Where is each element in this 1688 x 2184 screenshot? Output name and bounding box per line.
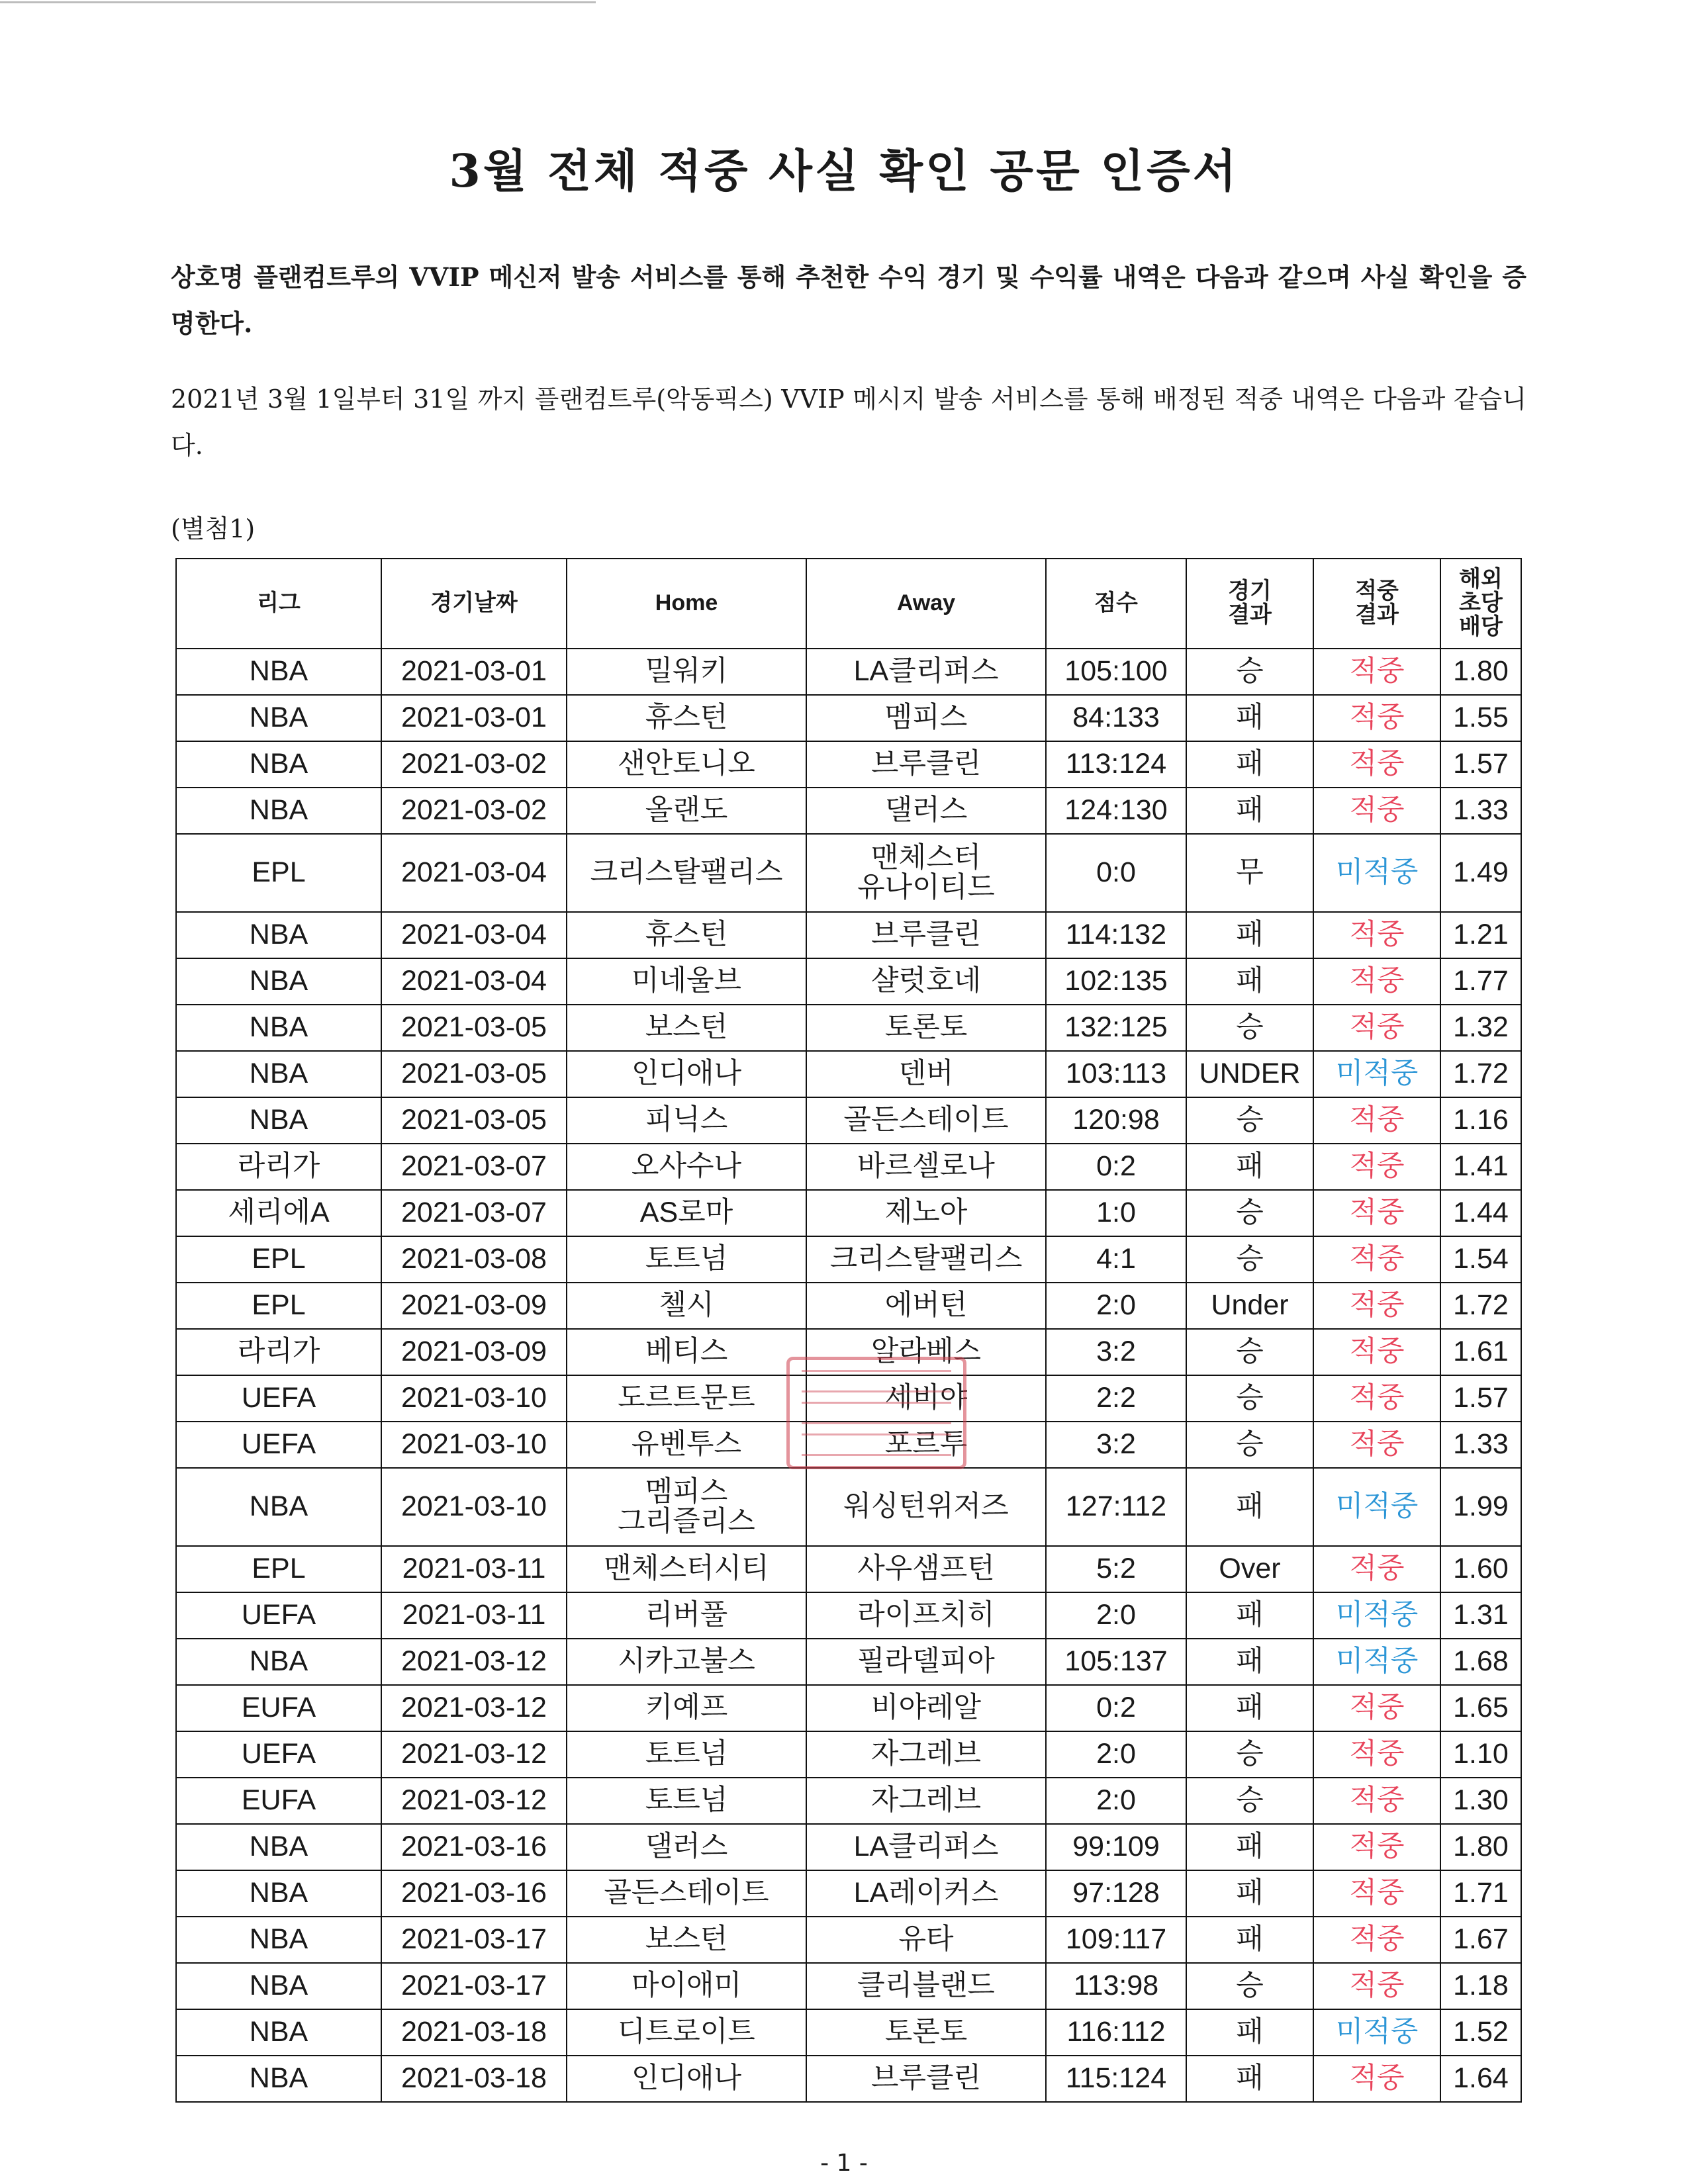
- header-score: 점수: [1046, 559, 1186, 649]
- score-cell: 105:137: [1046, 1639, 1186, 1685]
- date-cell: 2021-03-01: [381, 695, 567, 741]
- game-result-cell: 승: [1186, 1329, 1313, 1375]
- hit-result-cell: 미적중: [1313, 1639, 1440, 1685]
- hit-result-cell: 적중: [1313, 741, 1440, 788]
- date-cell: 2021-03-11: [381, 1592, 567, 1639]
- hit-result-cell: 적중: [1313, 1097, 1440, 1144]
- date-cell: 2021-03-04: [381, 834, 567, 912]
- date-cell: 2021-03-16: [381, 1824, 567, 1870]
- league-cell: UEFA: [176, 1375, 381, 1422]
- game-result-cell: 승: [1186, 1731, 1313, 1778]
- date-cell: 2021-03-17: [381, 1917, 567, 1963]
- score-cell: 2:0: [1046, 1592, 1186, 1639]
- date-cell: 2021-03-16: [381, 1870, 567, 1917]
- home-cell: 인디애나: [567, 2056, 806, 2102]
- league-cell: NBA: [176, 649, 381, 695]
- table-row: [176, 1685, 1521, 1731]
- score-cell: 99:109: [1046, 1824, 1186, 1870]
- odds-cell: 1.80: [1440, 649, 1521, 695]
- date-cell: 2021-03-10: [381, 1422, 567, 1468]
- hit-result-cell: 적중: [1313, 1778, 1440, 1824]
- league-cell: NBA: [176, 1639, 381, 1685]
- hit-result-cell: 적중: [1313, 958, 1440, 1005]
- home-cell: 보스턴: [567, 1005, 806, 1051]
- game-result-cell: 승: [1186, 1097, 1313, 1144]
- hit-result-cell: 적중: [1313, 912, 1440, 958]
- date-cell: 2021-03-10: [381, 1375, 567, 1422]
- date-cell: 2021-03-08: [381, 1236, 567, 1283]
- table-row: [176, 2056, 1521, 2102]
- score-cell: 4:1: [1046, 1236, 1186, 1283]
- league-cell: NBA: [176, 2056, 381, 2102]
- away-cell: LA클리퍼스: [806, 1824, 1046, 1870]
- game-result-cell: 패: [1186, 695, 1313, 741]
- header-away: Away: [806, 559, 1046, 649]
- date-cell: 2021-03-11: [381, 1546, 567, 1592]
- score-cell: 2:2: [1046, 1375, 1186, 1422]
- hit-result-cell: 적중: [1313, 1824, 1440, 1870]
- away-cell: 토론토: [806, 2009, 1046, 2056]
- away-cell: 맨체스터 유나이티드: [806, 834, 1046, 912]
- home-cell: AS로마: [567, 1190, 806, 1236]
- hit-result-cell: 적중: [1313, 1917, 1440, 1963]
- home-cell: 디트로이트: [567, 2009, 806, 2056]
- score-cell: 0:0: [1046, 834, 1186, 912]
- table-row: [176, 1917, 1521, 1963]
- home-cell: 오사수나: [567, 1144, 806, 1190]
- hit-result-cell: 적중: [1313, 695, 1440, 741]
- game-result-cell: 승: [1186, 1236, 1313, 1283]
- header-home: Home: [567, 559, 806, 649]
- score-cell: 120:98: [1046, 1097, 1186, 1144]
- home-cell: 골든스테이트: [567, 1870, 806, 1917]
- page-number: - 1 -: [820, 2150, 868, 2177]
- table-row: [176, 1283, 1521, 1329]
- table-row: [176, 1329, 1521, 1375]
- table-row: [176, 1190, 1521, 1236]
- odds-cell: 1.21: [1440, 912, 1521, 958]
- table-row: [176, 1592, 1521, 1639]
- game-result-cell: 승: [1186, 1963, 1313, 2009]
- away-cell: 바르셀로나: [806, 1144, 1046, 1190]
- table-row: [176, 912, 1521, 958]
- odds-cell: 1.67: [1440, 1917, 1521, 1963]
- league-cell: NBA: [176, 741, 381, 788]
- hit-result-cell: 미적중: [1313, 1468, 1440, 1546]
- odds-cell: 1.18: [1440, 1963, 1521, 2009]
- home-cell: 미네울브: [567, 958, 806, 1005]
- odds-cell: 1.49: [1440, 834, 1521, 912]
- home-cell: 보스턴: [567, 1917, 806, 1963]
- table-row: [176, 741, 1521, 788]
- date-cell: 2021-03-07: [381, 1144, 567, 1190]
- table-row: [176, 2009, 1521, 2056]
- date-cell: 2021-03-10: [381, 1468, 567, 1546]
- score-cell: 102:135: [1046, 958, 1186, 1005]
- game-result-cell: 무: [1186, 834, 1313, 912]
- odds-cell: 1.44: [1440, 1190, 1521, 1236]
- game-result-cell: Under: [1186, 1283, 1313, 1329]
- hit-result-cell: 적중: [1313, 649, 1440, 695]
- league-cell: EPL: [176, 1546, 381, 1592]
- table-row: [176, 1731, 1521, 1778]
- away-cell: 브루클린: [806, 912, 1046, 958]
- date-cell: 2021-03-05: [381, 1005, 567, 1051]
- score-cell: 5:2: [1046, 1546, 1186, 1592]
- odds-cell: 1.60: [1440, 1546, 1521, 1592]
- table-row: [176, 649, 1521, 695]
- home-cell: 피닉스: [567, 1097, 806, 1144]
- odds-cell: 1.68: [1440, 1639, 1521, 1685]
- league-cell: NBA: [176, 912, 381, 958]
- away-cell: 워싱턴위저즈: [806, 1468, 1046, 1546]
- game-result-cell: 승: [1186, 1005, 1313, 1051]
- away-cell: 멤피스: [806, 695, 1046, 741]
- date-cell: 2021-03-04: [381, 958, 567, 1005]
- away-cell: LA클리퍼스: [806, 649, 1046, 695]
- odds-cell: 1.41: [1440, 1144, 1521, 1190]
- attachment-label: (별첨1): [171, 514, 256, 543]
- score-cell: 109:117: [1046, 1917, 1186, 1963]
- score-cell: 0:2: [1046, 1685, 1186, 1731]
- game-result-cell: 패: [1186, 1639, 1313, 1685]
- game-result-cell: 패: [1186, 1592, 1313, 1639]
- odds-cell: 1.55: [1440, 695, 1521, 741]
- league-cell: 라리가: [176, 1144, 381, 1190]
- away-cell: 토론토: [806, 1005, 1046, 1051]
- odds-cell: 1.80: [1440, 1824, 1521, 1870]
- date-cell: 2021-03-02: [381, 788, 567, 834]
- score-cell: 2:0: [1046, 1731, 1186, 1778]
- score-cell: 132:125: [1046, 1005, 1186, 1051]
- odds-cell: 1.33: [1440, 788, 1521, 834]
- game-result-cell: 승: [1186, 1422, 1313, 1468]
- away-cell: 포르투: [806, 1422, 1046, 1468]
- odds-cell: 1.57: [1440, 1375, 1521, 1422]
- home-cell: 샌안토니오: [567, 741, 806, 788]
- table-row: [176, 1824, 1521, 1870]
- table-row: [176, 1468, 1521, 1546]
- table-row: [176, 1236, 1521, 1283]
- score-cell: 114:132: [1046, 912, 1186, 958]
- home-cell: 토트넘: [567, 1731, 806, 1778]
- home-cell: 첼시: [567, 1283, 806, 1329]
- odds-cell: 1.71: [1440, 1870, 1521, 1917]
- league-cell: EPL: [176, 834, 381, 912]
- table-row: [176, 958, 1521, 1005]
- score-cell: 116:112: [1046, 2009, 1186, 2056]
- game-result-cell: 승: [1186, 649, 1313, 695]
- league-cell: EUFA: [176, 1778, 381, 1824]
- league-cell: NBA: [176, 1468, 381, 1546]
- table-row: [176, 695, 1521, 741]
- away-cell: 브루클린: [806, 2056, 1046, 2102]
- hit-result-cell: 미적중: [1313, 834, 1440, 912]
- hit-result-cell: 적중: [1313, 1236, 1440, 1283]
- hit-result-cell: 적중: [1313, 1731, 1440, 1778]
- home-cell: 유벤투스: [567, 1422, 806, 1468]
- league-cell: UEFA: [176, 1592, 381, 1639]
- home-cell: 토트넘: [567, 1778, 806, 1824]
- game-result-cell: 패: [1186, 958, 1313, 1005]
- home-cell: 리버풀: [567, 1592, 806, 1639]
- league-cell: NBA: [176, 1824, 381, 1870]
- league-cell: NBA: [176, 1051, 381, 1097]
- game-result-cell: 패: [1186, 1824, 1313, 1870]
- date-cell: 2021-03-01: [381, 649, 567, 695]
- away-cell: 샬럿호네: [806, 958, 1046, 1005]
- game-result-cell: 패: [1186, 1144, 1313, 1190]
- table-row: [176, 1639, 1521, 1685]
- hit-result-cell: 적중: [1313, 1963, 1440, 2009]
- away-cell: 자그레브: [806, 1778, 1046, 1824]
- hit-result-cell: 적중: [1313, 1283, 1440, 1329]
- odds-cell: 1.54: [1440, 1236, 1521, 1283]
- hit-result-cell: 적중: [1313, 1144, 1440, 1190]
- score-cell: 0:2: [1046, 1144, 1186, 1190]
- home-cell: 마이애미: [567, 1963, 806, 2009]
- away-cell: 비야레알: [806, 1685, 1046, 1731]
- score-cell: 113:98: [1046, 1963, 1186, 2009]
- table-row: [176, 1005, 1521, 1051]
- odds-cell: 1.31: [1440, 1592, 1521, 1639]
- score-cell: 113:124: [1046, 741, 1186, 788]
- table-row: [176, 1097, 1521, 1144]
- league-cell: NBA: [176, 1917, 381, 1963]
- table-row: [176, 788, 1521, 834]
- score-cell: 127:112: [1046, 1468, 1186, 1546]
- document-title: 3월 전체 적중 사실 확인 공문 인증서: [449, 145, 1239, 198]
- date-cell: 2021-03-04: [381, 912, 567, 958]
- table-row: [176, 1144, 1521, 1190]
- header-date: 경기날짜: [381, 559, 567, 649]
- league-cell: 세리에A: [176, 1190, 381, 1236]
- table-row: [176, 1963, 1521, 2009]
- league-cell: NBA: [176, 2009, 381, 2056]
- date-cell: 2021-03-09: [381, 1329, 567, 1375]
- score-cell: 3:2: [1046, 1422, 1186, 1468]
- odds-cell: 1.52: [1440, 2009, 1521, 2056]
- date-cell: 2021-03-09: [381, 1283, 567, 1329]
- date-cell: 2021-03-12: [381, 1685, 567, 1731]
- hit-result-cell: 적중: [1313, 1422, 1440, 1468]
- league-cell: 라리가: [176, 1329, 381, 1375]
- score-cell: 84:133: [1046, 695, 1186, 741]
- away-cell: 자그레브: [806, 1731, 1046, 1778]
- home-cell: 시카고불스: [567, 1639, 806, 1685]
- home-cell: 댈러스: [567, 1824, 806, 1870]
- home-cell: 맨체스터시티: [567, 1546, 806, 1592]
- hit-result-cell: 적중: [1313, 788, 1440, 834]
- odds-cell: 1.72: [1440, 1283, 1521, 1329]
- away-cell: 사우샘프턴: [806, 1546, 1046, 1592]
- hit-result-cell: 미적중: [1313, 2009, 1440, 2056]
- away-cell: 세비야: [806, 1375, 1046, 1422]
- table-row: [176, 834, 1521, 912]
- away-cell: 덴버: [806, 1051, 1046, 1097]
- score-cell: 115:124: [1046, 2056, 1186, 2102]
- header-league: 리그: [176, 559, 381, 649]
- game-result-cell: 승: [1186, 1190, 1313, 1236]
- score-cell: 103:113: [1046, 1051, 1186, 1097]
- away-cell: 브루클린: [806, 741, 1046, 788]
- odds-cell: 1.30: [1440, 1778, 1521, 1824]
- game-result-cell: 패: [1186, 741, 1313, 788]
- home-cell: 크리스탈팰리스: [567, 834, 806, 912]
- hit-result-cell: 적중: [1313, 1329, 1440, 1375]
- header-odds: 해외 초당 배당: [1440, 559, 1521, 649]
- hit-result-cell: 적중: [1313, 1190, 1440, 1236]
- home-cell: 키예프: [567, 1685, 806, 1731]
- away-cell: 댈러스: [806, 788, 1046, 834]
- game-result-cell: 패: [1186, 1685, 1313, 1731]
- league-cell: UEFA: [176, 1731, 381, 1778]
- game-result-cell: UNDER: [1186, 1051, 1313, 1097]
- away-cell: 유타: [806, 1917, 1046, 1963]
- score-cell: 97:128: [1046, 1870, 1186, 1917]
- home-cell: 토트넘: [567, 1236, 806, 1283]
- odds-cell: 1.61: [1440, 1329, 1521, 1375]
- hit-result-cell: 적중: [1313, 1375, 1440, 1422]
- game-result-cell: 패: [1186, 1468, 1313, 1546]
- home-cell: 인디애나: [567, 1051, 806, 1097]
- hit-result-cell: 적중: [1313, 1546, 1440, 1592]
- odds-cell: 1.57: [1440, 741, 1521, 788]
- score-cell: 124:130: [1046, 788, 1186, 834]
- date-cell: 2021-03-17: [381, 1963, 567, 2009]
- table-row: [176, 1870, 1521, 1917]
- league-cell: NBA: [176, 788, 381, 834]
- table-header-row: [176, 559, 1521, 649]
- table-row: [176, 1778, 1521, 1824]
- hit-result-cell: 적중: [1313, 2056, 1440, 2102]
- score-cell: 105:100: [1046, 649, 1186, 695]
- table-row: [176, 1546, 1521, 1592]
- date-cell: 2021-03-07: [381, 1190, 567, 1236]
- date-cell: 2021-03-05: [381, 1051, 567, 1097]
- date-cell: 2021-03-18: [381, 2009, 567, 2056]
- league-cell: UEFA: [176, 1422, 381, 1468]
- hit-result-cell: 적중: [1313, 1685, 1440, 1731]
- odds-cell: 1.77: [1440, 958, 1521, 1005]
- league-cell: EPL: [176, 1283, 381, 1329]
- score-cell: 3:2: [1046, 1329, 1186, 1375]
- table-row: [176, 1375, 1521, 1422]
- game-result-cell: 승: [1186, 1778, 1313, 1824]
- away-cell: 필라델피아: [806, 1639, 1046, 1685]
- league-cell: NBA: [176, 1097, 381, 1144]
- hit-result-cell: 적중: [1313, 1870, 1440, 1917]
- away-cell: 에버턴: [806, 1283, 1046, 1329]
- game-result-cell: 패: [1186, 788, 1313, 834]
- away-cell: 골든스테이트: [806, 1097, 1046, 1144]
- game-result-cell: 패: [1186, 2009, 1313, 2056]
- home-cell: 휴스턴: [567, 912, 806, 958]
- league-cell: NBA: [176, 958, 381, 1005]
- home-cell: 밀워키: [567, 649, 806, 695]
- game-result-cell: 패: [1186, 2056, 1313, 2102]
- odds-cell: 1.72: [1440, 1051, 1521, 1097]
- home-cell: 휴스턴: [567, 695, 806, 741]
- league-cell: EUFA: [176, 1685, 381, 1731]
- away-cell: LA레이커스: [806, 1870, 1046, 1917]
- odds-cell: 1.16: [1440, 1097, 1521, 1144]
- top-rule: [0, 1, 596, 3]
- date-cell: 2021-03-12: [381, 1778, 567, 1824]
- odds-cell: 1.33: [1440, 1422, 1521, 1468]
- header-game-result: 경기 결과: [1186, 559, 1313, 649]
- date-cell: 2021-03-05: [381, 1097, 567, 1144]
- score-cell: 1:0: [1046, 1190, 1186, 1236]
- odds-cell: 1.64: [1440, 2056, 1521, 2102]
- certification-paragraph: 상호명 플랜컴트루의 VVIP 메신저 발송 서비스를 통해 추천한 수익 경기 및 수익률 내역은 다음과 같으며 사실 확인을 증명한다.: [171, 262, 1526, 338]
- home-cell: 베티스: [567, 1329, 806, 1375]
- away-cell: 라이프치히: [806, 1592, 1046, 1639]
- score-cell: 2:0: [1046, 1778, 1186, 1824]
- league-cell: EPL: [176, 1236, 381, 1283]
- league-cell: NBA: [176, 1870, 381, 1917]
- game-result-cell: Over: [1186, 1546, 1313, 1592]
- table-row: [176, 1422, 1521, 1468]
- hit-result-cell: 미적중: [1313, 1051, 1440, 1097]
- table-row: [176, 1051, 1521, 1097]
- odds-cell: 1.99: [1440, 1468, 1521, 1546]
- league-cell: NBA: [176, 695, 381, 741]
- game-result-cell: 패: [1186, 1870, 1313, 1917]
- results-table: [175, 558, 1522, 2103]
- period-paragraph: 2021년 3월 1일부터 31일 까지 플랜컴트루(악동픽스) VVIP 메시지 발송 서비스를 통해 배정된 적중 내역은 다음과 같습니다.: [171, 385, 1526, 460]
- league-cell: NBA: [176, 1005, 381, 1051]
- odds-cell: 1.10: [1440, 1731, 1521, 1778]
- away-cell: 클리블랜드: [806, 1963, 1046, 2009]
- hit-result-cell: 미적중: [1313, 1592, 1440, 1639]
- league-cell: NBA: [176, 1963, 381, 2009]
- game-result-cell: 패: [1186, 1917, 1313, 1963]
- home-cell: 멤피스 그리즐리스: [567, 1468, 806, 1546]
- score-cell: 2:0: [1046, 1283, 1186, 1329]
- odds-cell: 1.65: [1440, 1685, 1521, 1731]
- home-cell: 올랜도: [567, 788, 806, 834]
- away-cell: 알라베스: [806, 1329, 1046, 1375]
- date-cell: 2021-03-12: [381, 1731, 567, 1778]
- odds-cell: 1.32: [1440, 1005, 1521, 1051]
- game-result-cell: 승: [1186, 1375, 1313, 1422]
- home-cell: 도르트문트: [567, 1375, 806, 1422]
- header-hit-result: 적중 결과: [1313, 559, 1440, 649]
- date-cell: 2021-03-12: [381, 1639, 567, 1685]
- away-cell: 제노아: [806, 1190, 1046, 1236]
- date-cell: 2021-03-18: [381, 2056, 567, 2102]
- hit-result-cell: 적중: [1313, 1005, 1440, 1051]
- date-cell: 2021-03-02: [381, 741, 567, 788]
- away-cell: 크리스탈팰리스: [806, 1236, 1046, 1283]
- game-result-cell: 패: [1186, 912, 1313, 958]
